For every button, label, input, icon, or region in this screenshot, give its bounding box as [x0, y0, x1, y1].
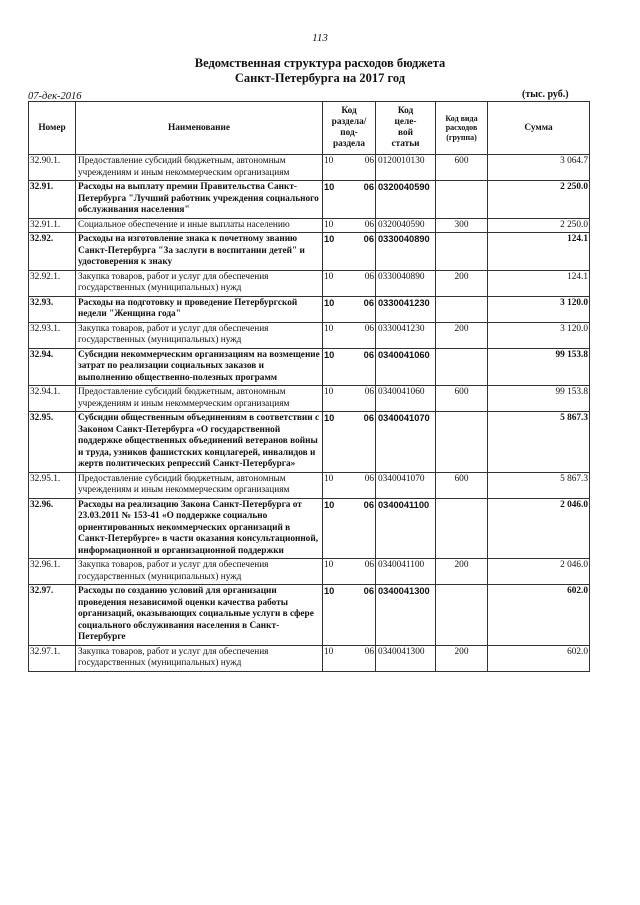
cell-number: 32.96.1. [29, 559, 76, 585]
title-line-2: Санкт-Петербурга на 2017 год [234, 71, 406, 85]
table-row [29, 498, 590, 559]
cell-section [323, 386, 376, 412]
subsection-code: 06 [363, 297, 374, 308]
cell-number: 32.93.1. [29, 322, 76, 348]
section-code: 10 [324, 271, 334, 282]
cell-name: Закупка товаров, работ и услуг для обеспечения государственных (муниципальных) нужд [76, 322, 323, 348]
cell-number: 32.97.1. [29, 645, 76, 671]
cell-name: Предоставление субсидий бюджетным, автономным учреждениям и иным некоммерческим организациям [76, 155, 323, 181]
section-code: 10 [324, 413, 335, 423]
cell-number: 32.95.1. [29, 472, 76, 498]
cell-type: 200 [436, 322, 488, 348]
cell-sum: 99 153.8 [488, 348, 590, 386]
subsection-code: 06 [364, 271, 374, 282]
header-target: Код целе- вой статьи [376, 102, 436, 155]
cell-name: Субсидии некоммерческим организациям на возмещение затрат по реализации социальных заказов и выполнению общественно-полезных программ [76, 348, 323, 386]
table-row [29, 155, 590, 181]
cell-number: 32.92. [29, 233, 76, 271]
subsection-code: 06 [364, 560, 374, 570]
cell-target: 0320040590 [376, 181, 436, 219]
page-number: 113 [312, 32, 328, 44]
section-code: 10 [324, 219, 334, 230]
cell-target: 0340041070 [376, 412, 436, 473]
cell-name: Расходы на реализацию Закона Санкт-Петербурга от 23.03.2011 № 153-41 «О поддержке социально ориентированных некоммерческих организаций в Санкт-Петербурге» в части оказания консультационной, информационной и организационной поддержки [76, 498, 323, 559]
cell-name: Расходы на подготовку и проведение Петербургской недели "Женщина года" [76, 296, 323, 322]
cell-number: 32.91.1. [29, 218, 76, 233]
section-code: 10 [324, 387, 334, 397]
section-code: 10 [324, 560, 334, 570]
cell-name: Расходы по созданию условий для организации проведения независимой оценки качества работы организаций, оказывающих социальные услуги в сфере социального обслуживания населения в Санкт-Петербурге [76, 585, 323, 646]
cell-number: 32.95. [29, 412, 76, 473]
cell-type: 200 [436, 270, 488, 296]
cell-number: 32.90.1. [29, 155, 76, 181]
cell-name: Предоставление субсидий бюджетным, автономным учреждениям и иным некоммерческим организациям [76, 386, 323, 412]
cell-sum: 2 046.0 [488, 559, 590, 585]
cell-sum: 3 064.7 [488, 155, 590, 181]
section-code: 10 [324, 473, 334, 484]
cell-number: 32.92.1. [29, 270, 76, 296]
cell-target: 0330041230 [376, 322, 436, 348]
section-code: 10 [324, 156, 334, 166]
cell-target: 0120010130 [376, 155, 436, 181]
table-row [29, 645, 590, 671]
cell-section [323, 233, 376, 271]
header-section: Код раздела/ под- раздела [323, 102, 376, 155]
cell-section [323, 348, 376, 386]
cell-target: 0340041100 [376, 559, 436, 585]
cell-section [323, 155, 376, 181]
subsection-code: 06 [364, 387, 374, 397]
section-code: 10 [324, 646, 334, 657]
cell-section [323, 559, 376, 585]
cell-name: Предоставление субсидий бюджетным, автономным учреждениям и иным некоммерческим организациям [76, 472, 323, 498]
table-row [29, 472, 590, 498]
table-row [29, 322, 590, 348]
header-sum: Сумма [488, 102, 590, 155]
table-row [29, 559, 590, 585]
cell-section [323, 472, 376, 498]
cell-sum: 124.1 [488, 233, 590, 271]
table-row [29, 412, 590, 473]
cell-section [323, 585, 376, 646]
cell-sum: 2 250.0 [488, 181, 590, 219]
cell-sum: 2 046.0 [488, 498, 590, 559]
header-name: Наименование [76, 102, 323, 155]
cell-name: Закупка товаров, работ и услуг для обеспечения государственных (муниципальных) нужд [76, 645, 323, 671]
cell-type: 200 [436, 559, 488, 585]
cell-name: Субсидии общественным объединениям в соответствии с Законом Санкт-Петербурга «О государственной поддержке общественных объединений ветеранов войны и труда, узников фашистских концлагерей, инвалидов и жертв политических репрессий Санкт-Петербурга» [76, 412, 323, 473]
cell-section [323, 498, 376, 559]
cell-sum: 602.0 [488, 585, 590, 646]
subsection-code: 06 [363, 499, 374, 510]
table-row [29, 585, 590, 646]
subsection-code: 06 [364, 219, 374, 230]
document-title [0, 56, 640, 86]
section-code: 10 [324, 234, 335, 244]
subsection-code: 06 [363, 586, 374, 596]
subsection-code: 06 [364, 156, 374, 166]
cell-type [436, 412, 488, 473]
cell-section [323, 412, 376, 473]
cell-number: 32.96. [29, 498, 76, 559]
cell-number: 32.97. [29, 585, 76, 646]
cell-type [436, 498, 488, 559]
table-row [29, 233, 590, 271]
cell-section [323, 181, 376, 219]
cell-type [436, 233, 488, 271]
cell-section [323, 218, 376, 233]
title-line-1: Ведомственная структура расходов бюджета [194, 56, 446, 70]
section-code: 10 [324, 297, 335, 308]
table-row [29, 270, 590, 296]
table-row [29, 181, 590, 219]
table-row [29, 218, 590, 233]
cell-sum: 5 867.3 [488, 412, 590, 473]
cell-type: 600 [436, 472, 488, 498]
section-code: 10 [324, 586, 335, 596]
subsection-code: 06 [364, 473, 374, 484]
cell-section [323, 296, 376, 322]
cell-sum: 3 120.0 [488, 322, 590, 348]
cell-section [323, 270, 376, 296]
subsection-code: 06 [363, 234, 374, 244]
cell-target: 0330040890 [376, 270, 436, 296]
table-row [29, 348, 590, 386]
cell-section [323, 645, 376, 671]
cell-target: 0340041060 [376, 348, 436, 386]
cell-section [323, 322, 376, 348]
cell-name: Расходы на изготовление знака к почетному званию Санкт-Петербурга "За заслуги в воспитании детей" и удостоверения к знаку [76, 233, 323, 271]
cell-type [436, 181, 488, 219]
cell-sum: 124.1 [488, 270, 590, 296]
header-type: Код вида расходов (группа) [436, 102, 488, 155]
cell-sum: 99 153.8 [488, 386, 590, 412]
cell-number: 32.94. [29, 348, 76, 386]
cell-target: 0340041300 [376, 585, 436, 646]
cell-number: 32.91. [29, 181, 76, 219]
section-code: 10 [324, 182, 335, 192]
cell-target: 0340041100 [376, 498, 436, 559]
cell-number: 32.94.1. [29, 386, 76, 412]
table-row [29, 386, 590, 412]
cell-sum: 602.0 [488, 645, 590, 671]
cell-name: Расходы на выплату премии Правительства Санкт-Петербурга "Лучший работник учреждения социального обслуживания населения" [76, 181, 323, 219]
cell-name: Закупка товаров, работ и услуг для обеспечения государственных (муниципальных) нужд [76, 270, 323, 296]
units-label: (тыс. руб.) [522, 89, 569, 100]
subsection-code: 06 [363, 182, 374, 192]
cell-sum: 5 867.3 [488, 472, 590, 498]
subsection-code: 06 [363, 349, 374, 360]
cell-type: 300 [436, 218, 488, 233]
cell-name: Закупка товаров, работ и услуг для обеспечения государственных (муниципальных) нужд [76, 559, 323, 585]
cell-target: 0320040590 [376, 218, 436, 233]
section-code: 10 [324, 499, 335, 510]
cell-target: 0340041300 [376, 645, 436, 671]
cell-target: 0330041230 [376, 296, 436, 322]
table-header-row [29, 102, 590, 155]
cell-type: 600 [436, 155, 488, 181]
cell-type [436, 585, 488, 646]
document-date: 07-дек-2016 [28, 91, 82, 102]
cell-target: 0340041060 [376, 386, 436, 412]
cell-name: Социальное обеспечение и иные выплаты населению [76, 218, 323, 233]
section-code: 10 [324, 349, 335, 360]
cell-type: 600 [436, 386, 488, 412]
cell-sum: 3 120.0 [488, 296, 590, 322]
subsection-code: 06 [363, 413, 374, 423]
subsection-code: 06 [364, 646, 374, 657]
cell-number: 32.93. [29, 296, 76, 322]
cell-type [436, 296, 488, 322]
budget-table [28, 101, 590, 672]
cell-type [436, 348, 488, 386]
section-code: 10 [324, 323, 334, 334]
cell-target: 0330040890 [376, 233, 436, 271]
cell-target: 0340041070 [376, 472, 436, 498]
subsection-code: 06 [364, 323, 374, 334]
cell-sum: 2 250.0 [488, 218, 590, 233]
cell-type: 200 [436, 645, 488, 671]
table-row [29, 296, 590, 322]
header-number: Номер [29, 102, 76, 155]
